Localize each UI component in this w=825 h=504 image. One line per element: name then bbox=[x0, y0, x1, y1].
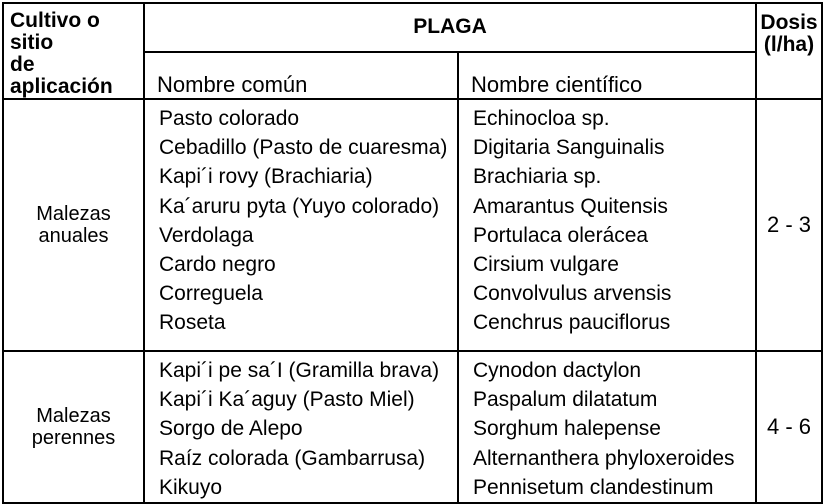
list-item: Echinocloa sp. bbox=[473, 107, 610, 130]
list-item: Sorgo de Alepo bbox=[159, 417, 303, 441]
group-anuales bbox=[3, 99, 144, 351]
list-item: Sorghum halepense bbox=[473, 417, 661, 441]
list-item: Brachiaria sp. bbox=[473, 165, 602, 189]
header-nombre-cientifico: Nombre científico bbox=[458, 52, 756, 99]
header-cultivo bbox=[3, 3, 144, 99]
list-item: Cirsium vulgare bbox=[473, 253, 619, 277]
list-item: Verdolaga bbox=[159, 223, 254, 247]
group-name-line2: perennes bbox=[31, 427, 116, 449]
list-item: Convolvulus arvensis bbox=[473, 282, 672, 306]
scientific-names-perennes bbox=[458, 351, 756, 503]
group-name-line1: Malezas bbox=[36, 203, 111, 225]
list-item: Pasto colorado bbox=[159, 107, 300, 130]
header-dosis bbox=[756, 3, 822, 99]
table-row bbox=[3, 99, 822, 351]
common-names-anuales bbox=[144, 99, 458, 351]
list-item: Raíz colorada (Gambarrusa) bbox=[159, 446, 426, 470]
dosage-table bbox=[2, 2, 823, 504]
list-item: Kapi´i pe sa´I (Gramilla brava) bbox=[159, 359, 440, 382]
list-item: Ka´aruru pyta (Yuyo colorado) bbox=[159, 194, 440, 218]
list-item: Digitaria Sanguinalis bbox=[473, 136, 665, 160]
list-item: Portulaca olerácea bbox=[473, 223, 649, 247]
scientific-names-anuales bbox=[458, 99, 756, 351]
list-item: Alternanthera phyloxeroides bbox=[473, 446, 735, 470]
header-cultivo-line1: Cultivo o sitio bbox=[10, 9, 100, 54]
list-item: Cebadillo (Pasto de cuaresma) bbox=[159, 136, 448, 160]
list-item: Cardo negro bbox=[159, 253, 276, 277]
header-dosis-line1: Dosis bbox=[760, 11, 818, 34]
list-item: Paspalum dilatatum bbox=[473, 388, 658, 412]
table-row bbox=[3, 351, 822, 503]
list-item: Cenchrus pauciflorus bbox=[473, 311, 671, 335]
dose-perennes: 4 - 6 bbox=[756, 351, 822, 503]
list-item: Roseta bbox=[159, 311, 226, 335]
list-item: Kikuyo bbox=[159, 475, 223, 499]
header-nombre-comun: Nombre común bbox=[144, 52, 458, 99]
dose-anuales: 2 - 3 bbox=[756, 99, 822, 351]
header-cultivo-line2: de aplicación bbox=[10, 53, 113, 98]
common-names-perennes bbox=[144, 351, 458, 503]
header-plaga: PLAGA bbox=[144, 3, 756, 52]
header-row bbox=[3, 3, 822, 52]
list-item: Cynodon dactylon bbox=[473, 359, 642, 382]
list-item: Kapi´i rovy (Brachiaria) bbox=[159, 165, 373, 189]
list-item: Amarantus Quitensis bbox=[473, 194, 668, 218]
header-dosis-line2: (l/ha) bbox=[763, 33, 815, 56]
group-perennes bbox=[3, 351, 144, 503]
group-name-line2: anuales bbox=[38, 225, 109, 247]
list-item: Kapi´i Ka´aguy (Pasto Miel) bbox=[159, 388, 415, 412]
group-name-line1: Malezas bbox=[36, 405, 111, 427]
list-item: Pennisetum clandestinum bbox=[473, 475, 714, 499]
list-item: Correguela bbox=[159, 282, 263, 306]
